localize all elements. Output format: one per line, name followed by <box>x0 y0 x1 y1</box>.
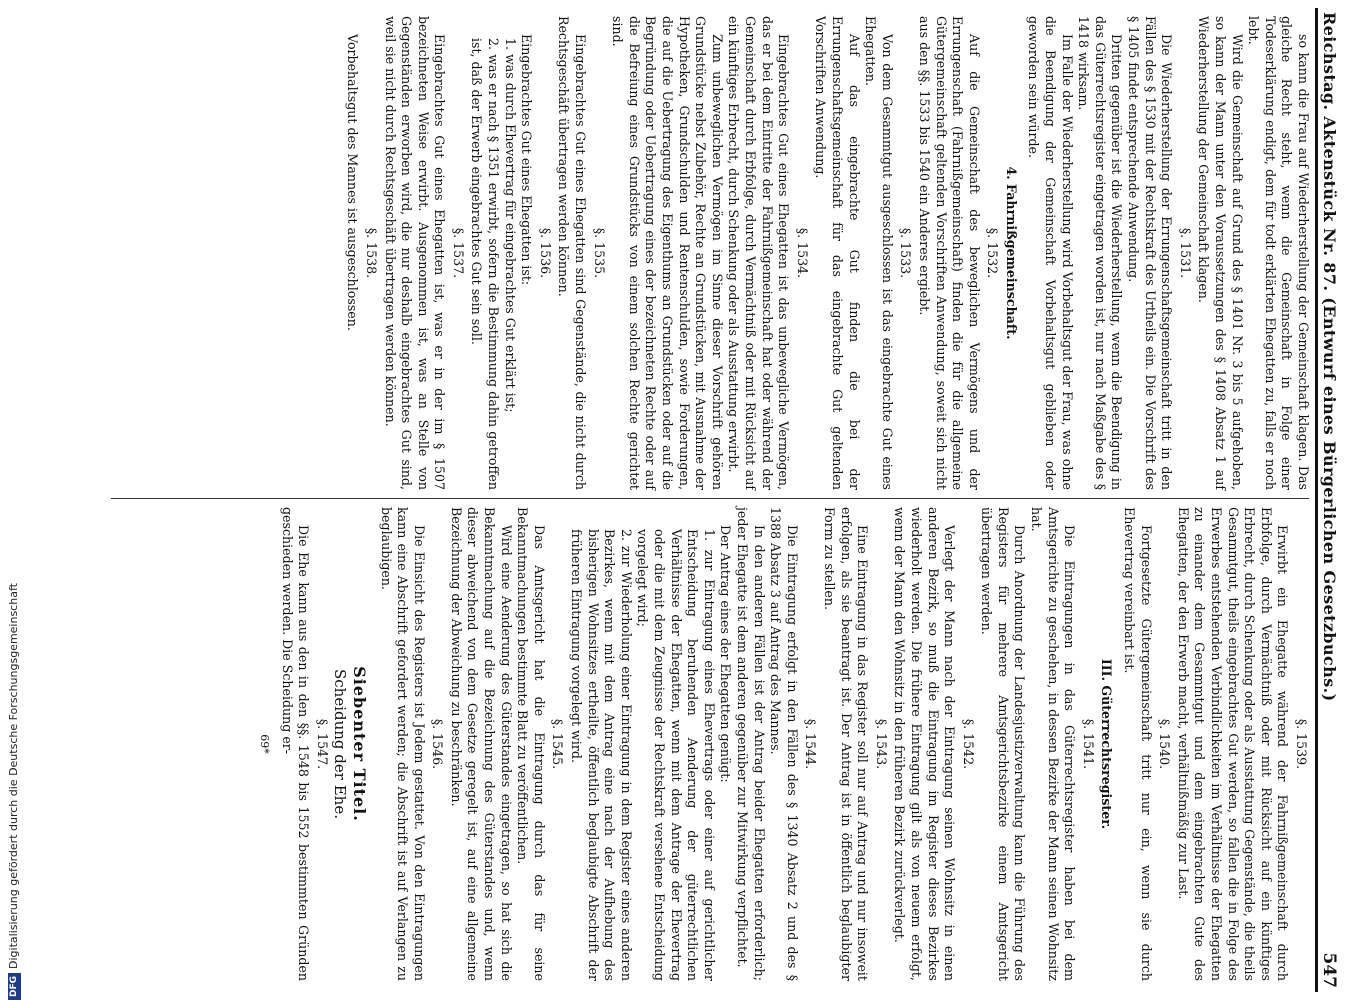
dfg-logo: DFG <box>8 973 21 1000</box>
section-heading: III. Güterrechtsregister. <box>1099 658 1115 830</box>
section-number: §. 1532. <box>985 227 1001 279</box>
list-item: 1. was durch Ehevertrag für eingebrachtes Gut erklärt ist; <box>502 38 518 413</box>
text-columns <box>111 8 1311 992</box>
section-number: §. 1544. <box>803 718 819 770</box>
paragraph: Zum unbeweglichen Vermögen im Sinne dieser Vorschrift gehören Grundstücke nebst Zubehör, Rechte an Grundstücken, mit Ausnahme der Hypotheken, Grundschulden und Rentenschulden, sowie Forderungen, die auf die Uebertragung des Eigenthums an Grundstücken oder auf die Begründung oder Uebertragung eines der bezeichneten Rechte oder auf die Befreiung eines Grundstücks von einem solchen Rechte gerichtet sind. <box>610 16 725 490</box>
paragraph: Von dem Gesammtgut ausgeschlossen ist das eingebrachte Gut eines Ehegatten. <box>863 16 895 490</box>
paragraph: Erwirbt ein Ehegatte während der Fahrnißgemeinschaft durch Erbfolge, durch Vermächtniß oder mit Rücksicht auf ein künftiges Erbrecht, durch Schenkung oder als Ausstattung Gegenstände, die theils Gesammtgut, theils eingebrachtes Gut werden, so fallen die in Folge des Erwerbes entstehenden Verbindlichkeiten im Verhältnisse der Ehegatten zu einander dem Gesammtgut und dem eingebrachten Gute des Ehegatten, der den Erwerb macht, verhältnißmäßig zur Last. <box>1175 507 1291 981</box>
paragraph: Vorbehaltsgut des Mannes ist ausgeschlossen. <box>345 34 361 331</box>
section-number: §. 1546. <box>430 718 446 770</box>
section-number: §. 1541. <box>1080 718 1096 770</box>
paragraph: Die Eintragung erfolgt in den Fällen des § 1340 Absatz 2 und des § 1388 Absatz 3 auf Antrag des Mannes. <box>768 507 800 981</box>
signature-mark: 69* <box>257 734 271 754</box>
section-number: §. 1543. <box>873 718 889 770</box>
paragraph: Die Eintragungen in das Güterrechtsregister haben bei dem Amtsgerichte zu geschehen, in dessen Bezirke der Mann seinen Wohnsitz hat. <box>1029 507 1078 981</box>
paragraph: Wird eine Aenderung des Güterstandes eingetragen, so hat sich die Bekanntmachung auf die Bezeichnung des Güterstandes und, wenn dieser abweichend von dem Gesetze geregelt ist, auf eine allgemeine Bezeichnung der Abweichung zu beschränken. <box>448 507 514 981</box>
paragraph: Eingebrachtes Gut eines Ehegatten ist das unbewegliche Vermögen, das er bei dem Eintritte der Fahrnißgemeinschaft hat oder während der Gemeinschaft durch Erbfolge, durch Vermächtniß oder mit Rücksicht auf ein künftiges Erbrecht, durch Schenkung oder als Ausstattung erwirbt. <box>726 16 792 490</box>
page-number: 547 <box>1318 952 1339 988</box>
section-number: §. 1539. <box>1294 718 1309 770</box>
header-rule <box>1315 8 1318 992</box>
page-title: Reichstag. Aktenstück Nr. 87. (Entwurf eines Bürgerlichen Gesetzbuchs.) <box>1319 12 1339 702</box>
section-number: §. 1536. <box>537 227 553 279</box>
list-item: 1. zur Eintragung eines Ehevertrags oder einer auf gerichtlicher Entscheidung beruhenden Aenderung der güterrechtlichen Verhältnisse der Ehegatten, wenn mit dem Antrage der Ehevertrag oder die mit dem Zeugnisse der Rechtskraft versehene Entscheidung vorgelegt wird; <box>635 529 717 981</box>
scanned-page <box>30 0 1350 1000</box>
paragraph: Eine Eintragung in das Register soll nur auf Antrag und nur insoweit erfolgen, als sie beantragt ist. Der Antrag ist in öffentlich beglaubigter Form zu stellen. <box>821 507 871 981</box>
paragraph: Wird die Gemeinschaft auf Grund des § 1401 Nr. 3 bis 5 aufgehoben, so kann der Mann unter den Voraussetzungen des § 1408 Absatz 1 auf Wiederherstellung der Gemeinschaft klagen. <box>1196 16 1245 490</box>
paragraph: Eingebrachtes Gut eines Ehegatten sind Gegenstände, die nicht durch Rechtsgeschäft übertragen werden können. <box>556 16 589 490</box>
page-header <box>1320 8 1348 992</box>
left-column <box>111 8 1311 498</box>
section-number: §. 1545. <box>550 718 566 770</box>
paragraph: so kann die Frau auf Wiederherstellung der Gemeinschaft klagen. Das gleiche Recht steht, wenn die Gemeinschaft in Folge einer Todeserklärung endigt, dem für todt erklärten Ehegatten zu, falls er noch lebt. <box>1246 16 1311 490</box>
page-content <box>30 0 1350 1000</box>
right-column <box>111 499 1311 989</box>
paragraph: Die Ehe kann aus den in den §§. 1548 bis 1552 bestimmten Gründen geschieden werden. Die Scheidung er- <box>279 507 312 981</box>
credit-text: Digitalisierung gefördert durch die Deutsche Forschungsgemeinschaft <box>7 583 20 969</box>
paragraph: Die Einsicht des Registers ist Jedem gestattet. Von den Eintragungen kann eine Abschrift gefordert werden; die Abschrift ist auf Verlangen zu beglaubigen. <box>378 507 427 981</box>
section-number: §. 1538. <box>363 227 379 279</box>
title-heading: Siebenter Titel. <box>349 666 369 822</box>
title-subheading: Scheidung der Ehe. <box>331 669 350 819</box>
section-heading: 4. Fahrnißgemeinschaft. <box>1003 166 1019 340</box>
paragraph: Auf die Gemeinschaft des beweglichen Vermögens und der Errungenschaft (Fahrnißgemeinschaft) finden die für die allgemeine Gütergemeinschaft geltenden Vorschriften Anwendung, soweit sich nicht aus den §§. 1533 bis 1540 ein Anderes ergiebt. <box>916 16 982 490</box>
paragraph: In den anderen Fällen ist der Antrag beider Ehegatten erforderlich; jeder Ehegatte ist dem anderen gegenüber zur Mitwirkung verpflichtet. <box>735 507 767 981</box>
section-number: §. 1535. <box>591 227 607 279</box>
section-number: §. 1531. <box>1177 227 1193 279</box>
paragraph: Eingebrachtes Gut eines Ehegatten ist: <box>519 34 535 286</box>
paragraph: Durch Anordnung der Landesjustizverwaltung kann die Führung des Registers für mehrere Amtsgerichtsbezirke einem Amtsgericht übertragen werden. <box>979 507 1028 981</box>
list-item: 2. zur Wiederholung einer Eintragung in dem Register eines anderen Bezirkes, wenn mit dem Antrag eine nach der Aufhebung des bisherigen Wohnsitzes ertheilte, öffentlich beglaubigte Abschrift der früheren Eintragung vorgelegt wird. <box>569 529 634 981</box>
paragraph: Fortgesetzte Gütergemeinschaft tritt nur ein, wenn sie durch Ehevertrag vereinbart ist. <box>1122 507 1154 981</box>
paragraph: Der Antrag eines der Ehegatten genügt: <box>718 525 734 783</box>
paragraph: Dritten gegenüber ist die Wiederherstellung, wenn die Beendigung in das Güterrechtsregister eingetragen worden ist, nur nach Maßgabe des § 1418 wirksam. <box>1076 16 1125 490</box>
paragraph: Im Falle der Wiederherstellung wird Vorbehaltsgut der Frau, was ohne die Beendigung der Gemeinschaft Vorbehaltsgut geblieben oder geworden sein würde. <box>1026 16 1075 490</box>
section-number: §. 1547. <box>314 718 330 770</box>
paragraph: Auf das eingebrachte Gut finden die bei der Errungenschaftsgemeinschaft für das eingebrachte Gut geltenden Vorschriften Anwendung. <box>813 16 862 490</box>
section-number: §. 1534. <box>794 227 810 279</box>
paragraph: Das Amtsgericht hat die Eintragung durch das für seine Bekanntmachungen bestimmte Blatt zu veröffentlichen. <box>515 507 547 981</box>
section-number: §. 1542. <box>960 718 976 770</box>
section-number: §. 1540. <box>1157 718 1173 770</box>
paragraph: Verlegt der Mann nach der Eintragung seinen Wohnsitz in einen anderen Bezirk, so muß die Eintragung im Register dieses Bezirkes wiederholt werden. Die frühere Eintragung gilt als von neuem erfolgt, wenn der Mann den Wohnsitz in den früheren Bezirk zurückverlegt. <box>892 507 958 981</box>
digitization-credit <box>2 0 26 1000</box>
paragraph: Eingebrachtes Gut eines Ehegatten ist, was er in der im § 1507 bezeichneten Weise erwirbt. Ausgenommen ist, was an Stelle von Gegenständen erworben wird, die nur deshalb eingebrachtes Gut sind, weil sie nicht durch Rechtsgeschäft übertragen werden können. <box>382 16 448 490</box>
list-item: 2. was er nach § 1351 erwirbt, sofern die Bestimmung dahin getroffen ist, daß der Erwerb eingebrachtes Gut sein soll. <box>469 38 502 490</box>
section-number: §. 1537. <box>450 227 466 279</box>
paragraph: Die Wiederherstellung der Errungenschaftsgemeinschaft tritt in den Fällen des § 1530 mit der Rechtskraft des Urtheils ein. Die Vorschrift des § 1405 findet entsprechende Anwendung. <box>1126 16 1175 490</box>
section-number: §. 1533. <box>898 227 914 279</box>
